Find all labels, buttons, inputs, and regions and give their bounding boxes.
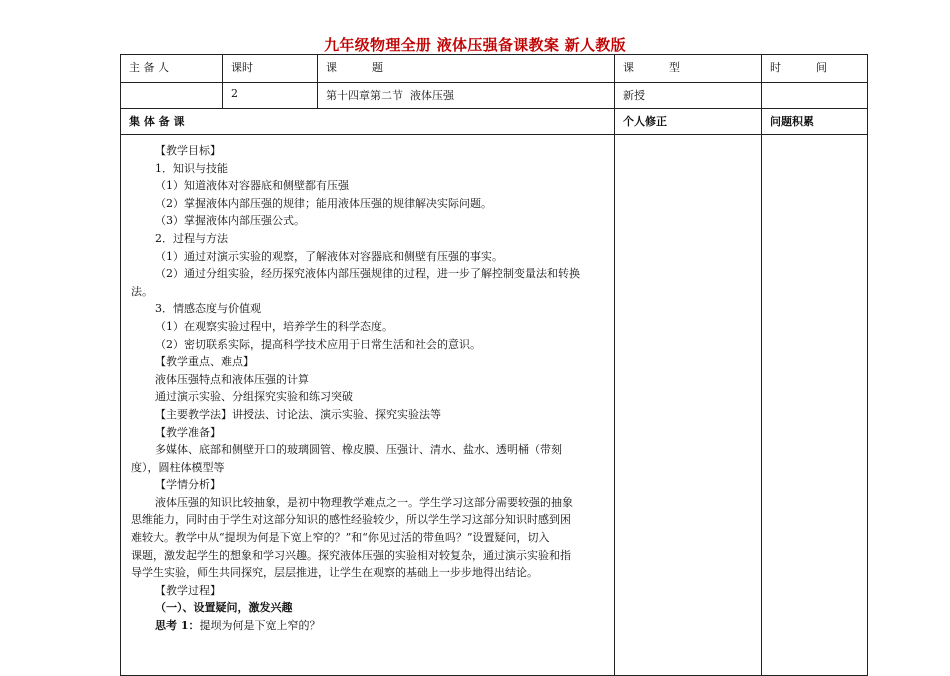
analysis-heading: 【学情分析】 [155,478,221,492]
analysis-line-1: 液体压强的知识比较抽象，是初中物理教学难点之一。学生学习这部分需要较强的抽象 [155,495,573,509]
key-points-heading: 【教学重点、难点】 [155,355,254,369]
time-value [762,83,867,87]
goal-2-item-2-cont: 法。 [131,284,153,298]
goal-1-item-3: （3）掌握液体内部压强公式。 [155,214,305,228]
goal-2-heading: 2．过程与方法 [155,231,228,245]
think-1-text: 提坝为何是下宽上窄的？ [199,619,321,633]
analysis-line-2: 思维能力，同时由于学生对这部分知识的感性经验较少，所以学生学习这部分知识时感到困 [131,513,571,527]
time-label: 时 间 [770,61,827,74]
topic-value-cell [318,83,615,109]
topic-label: 课 题 [326,61,383,74]
think-1 [131,617,604,635]
analysis-line-3: 难较大。教学中从“提坝为何是下宽上窄的？”和“你见过活的带鱼吗？”设置疑问，切入 [131,531,550,545]
goals-heading: 【教学目标】 [155,144,221,157]
problem-accumulation-cell [762,109,868,135]
teaching-methods: 【主要教学法】讲授法、讨论法、演示实验、探究实验法等 [155,407,441,421]
goal-3-heading: 3．情感态度与价值观 [155,302,261,316]
personal-revision-cell [615,109,762,135]
goal-3-item-2: （2）密切联系实际，提高科学技术应用于日常生活和社会的意识。 [155,337,481,351]
step-1-heading: （一）、设置疑问，激发兴趣 [155,601,293,615]
lesson-plan-table [120,54,868,676]
type-value: 新授 [623,89,645,102]
topic-value: 第十四章第二节 液体压强 [326,89,454,102]
time-label-cell [762,55,868,83]
type-value-cell [615,83,762,109]
goal-1-item-2: （2）掌握液体内部压强的规律；能用液体压强的规律解决实际问题。 [155,196,492,210]
think-1-label: 思考 1： [155,619,200,633]
period-label: 课时 [231,61,253,74]
problem-accumulation-body [762,135,868,676]
lesson-content [121,135,614,635]
preparation-text: 多媒体、底部和侧壁开口的玻璃圆管、橡皮膜、压强计、清水、盐水、透明桶（带刻 [155,443,562,457]
type-label-cell [615,55,762,83]
time-value-cell [762,83,868,109]
period-value: 2 [231,87,238,100]
preparation-heading: 【教学准备】 [155,425,221,439]
collective-prep-label: 集 体 备 课 [129,115,185,128]
period-label-cell [223,55,318,83]
header-row [121,55,868,83]
section-row [121,109,868,135]
author-label-cell [121,55,223,83]
analysis-line-4: 课题，激发起学生的想象和学习兴趣。探究液体压强的实验相对较复杂，通过演示实验和指 [131,548,571,562]
personal-revision-body [615,135,762,676]
problem-accumulation-label: 问题积累 [770,115,814,128]
analysis-line-5: 导学生实验，师生共同探究，层层推进，让学生在观察的基础上一步步地得出结论。 [131,566,538,580]
lesson-content-cell [121,135,615,676]
author-value-cell [121,83,223,109]
goal-2-item-2: （2）通过分组实验，经历探究液体内部压强规律的过程，进一步了解控制变量法和转换 [155,267,580,281]
personal-revision-label: 个人修正 [623,115,667,128]
process-heading: 【教学过程】 [155,583,221,597]
goal-3-item-1: （1）在观察实验过程中，培养学生的科学态度。 [155,319,393,333]
body-row [121,135,868,676]
period-value-cell [223,83,318,109]
goal-1-heading: 1．知识与技能 [155,161,228,175]
document-title: 九年级物理全册 液体压强备课教案 新人教版 [324,36,626,54]
preparation-text-cont: 度），圆柱体模型等 [131,460,225,474]
collective-prep-cell [121,109,615,135]
type-label: 课 型 [623,61,680,74]
topic-label-cell [318,55,615,83]
author-value [121,83,222,87]
author-label: 主 备 人 [129,61,169,74]
key-point-2: 通过演示实验、分组探究实验和练习突破 [155,390,353,404]
goal-1-item-1: （1）知道液体对容器底和侧壁都有压强 [155,179,349,193]
key-point-1: 液体压强特点和液体压强的计算 [155,372,309,386]
goal-2-item-1: （1）通过对演示实验的观察，了解液体对容器底和侧壁有压强的事实。 [155,249,503,263]
value-row [121,83,868,109]
